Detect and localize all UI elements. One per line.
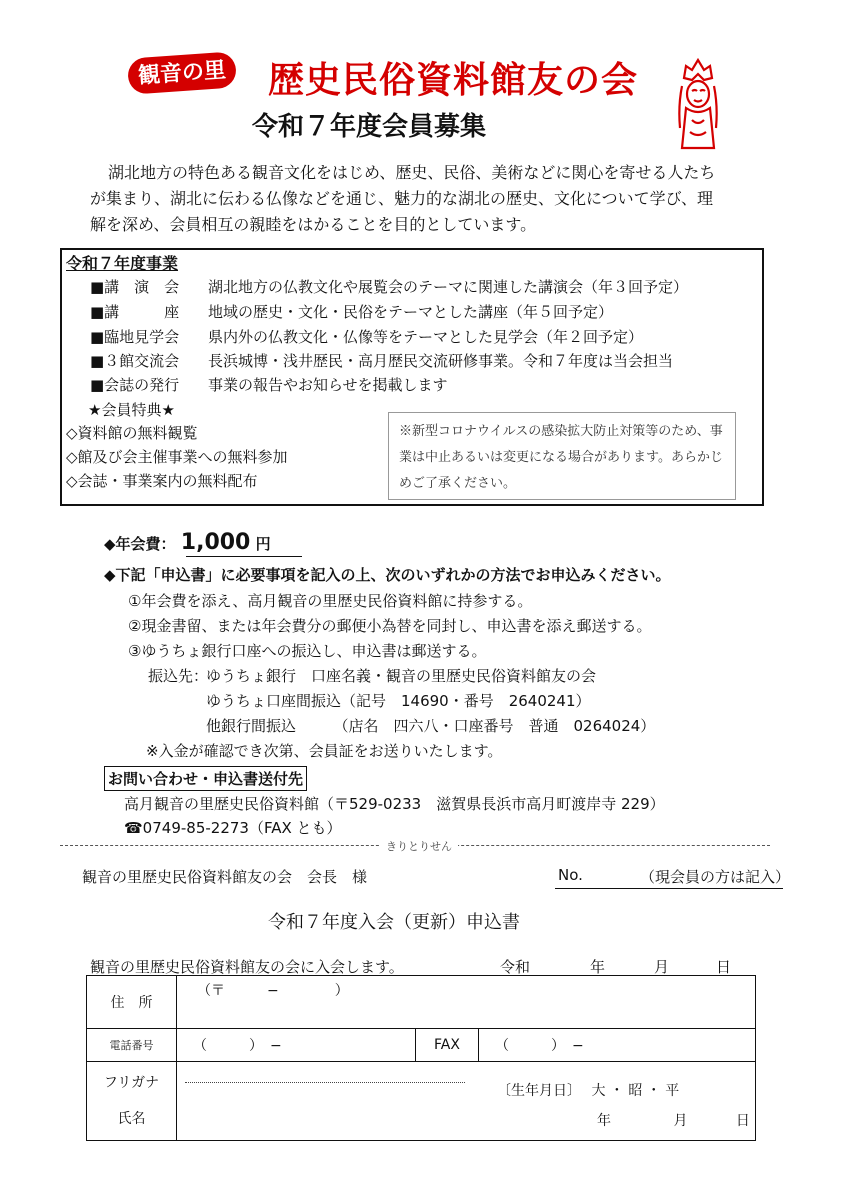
project-item-desc: 湖北地方の仏教文化や展覧会のテーマに関連した講演会（年３回予定） bbox=[208, 278, 689, 296]
intro-line: 解を深め、会員相互の親睦をはかることを目的としています。 bbox=[90, 215, 537, 234]
intro-line: が集まり、湖北に伝わる仏像などを通じ、魅力的な湖北の歴史、文化について学び、理 bbox=[90, 189, 714, 208]
benefit-item: ◇会誌・事業案内の無料配布 bbox=[66, 472, 258, 490]
project-item-label: ■講 座 bbox=[90, 303, 180, 321]
application-instruction: ◆下記「申込書」に必要事項を記入の上、次のいずれかの方法でお申込みください。 bbox=[104, 566, 671, 584]
transfer-line: 他銀行間振込 （店名 四六八・口座番号 普通 0264024） bbox=[206, 717, 656, 735]
annual-fee-amount: 1,000 bbox=[180, 530, 251, 555]
project-item bbox=[90, 374, 448, 395]
covid-notice: ※新型コロナウイルスの感染拡大防止対策等のため、事業は中止あるいは変更になる場合があります。あらかじめご了承ください。 bbox=[388, 412, 736, 500]
birthdate-label-text: 〔生年月日〕 bbox=[497, 1083, 581, 1099]
phone-field[interactable] bbox=[177, 1029, 416, 1062]
benefit-item: ◇館及び会主催事業への無料参加 bbox=[66, 448, 288, 466]
project-item bbox=[90, 301, 613, 322]
phone-label: 電話番号 bbox=[87, 1029, 177, 1062]
benefits-title: ★会員特典★ bbox=[88, 401, 175, 419]
furigana-line bbox=[185, 1082, 465, 1083]
fax-placeholder: （ ） − bbox=[495, 1038, 584, 1054]
postal-code-placeholder: （〒 − ） bbox=[197, 983, 349, 999]
project-item-desc: 地域の歴史・文化・民俗をテーマとした講座（年５回予定） bbox=[208, 303, 614, 321]
era-options: 大 ・ 昭 ・ 平 bbox=[591, 1083, 680, 1099]
cut-line-label: きりとりせん bbox=[380, 838, 458, 854]
payment-notice: ※入金が確認でき次第、会員証をお送りいたします。 bbox=[146, 742, 503, 760]
fee-underline bbox=[186, 556, 302, 557]
member-no-field[interactable] bbox=[555, 888, 783, 889]
contact-phone: ☎0749-85-2273（FAX とも） bbox=[124, 819, 342, 837]
form-addressee: 観音の里歴史民俗資料館友の会 会長 様 bbox=[82, 868, 368, 886]
annual-fee-label: ◆年会費： bbox=[104, 535, 176, 553]
contact-address: 高月観音の里歴史民俗資料館（〒529-0233 滋賀県長浜市高月町渡岸寺 229） bbox=[124, 795, 665, 813]
page-title: 歴史民俗資料館友の会 bbox=[268, 59, 639, 101]
project-item-label: ■講 演 会 bbox=[90, 278, 180, 296]
project-item-label: ■臨地見学会 bbox=[90, 328, 180, 346]
transfer-line: ゆうちょ口座間振込（記号 14690・番号 2640241） bbox=[206, 692, 591, 710]
birthdate-year: 年 bbox=[597, 1113, 611, 1129]
project-item bbox=[90, 350, 673, 371]
annual-fee bbox=[104, 530, 271, 555]
birthdate-month: 月 bbox=[673, 1113, 688, 1129]
transfer-line: ゆうちょ銀行 口座名義・観音の里歴史民俗資料館友の会 bbox=[206, 667, 597, 685]
project-item bbox=[90, 326, 643, 347]
address-field[interactable] bbox=[177, 976, 756, 1029]
page-subtitle: 令和７年度会員募集 bbox=[252, 112, 487, 142]
name-label-cell bbox=[87, 1062, 177, 1141]
project-item bbox=[90, 276, 688, 297]
birthdate-label bbox=[497, 1080, 679, 1100]
phone-placeholder: （ ） − bbox=[193, 1038, 282, 1054]
project-item-label: ■３館交流会 bbox=[90, 352, 180, 370]
logo-text: 観音の里 bbox=[127, 51, 237, 94]
method-item: ①年会費を添え、高月観音の里歴史民俗資料館に持参する。 bbox=[128, 592, 533, 610]
project-item-label: ■会誌の発行 bbox=[90, 376, 180, 394]
fax-field[interactable] bbox=[479, 1029, 756, 1062]
project-item-desc: 県内外の仏教文化・仏像等をテーマとした見学会（年２回予定） bbox=[208, 328, 644, 346]
birthdate-day: 日 bbox=[735, 1113, 750, 1129]
intro-line: 湖北地方の特色ある観音文化をはじめ、歴史、民俗、美術などに関心を寄せる人たち bbox=[108, 163, 716, 182]
birthdate-ymd bbox=[597, 1110, 750, 1130]
method-item: ③ゆうちょ銀行口座への振込し、申込書は郵送する。 bbox=[128, 642, 487, 660]
benefit-item: ◇資料館の無料観覧 bbox=[66, 424, 198, 442]
contact-title: お問い合わせ・申込書送付先 bbox=[104, 766, 307, 791]
member-no-note: （現会員の方は記入） bbox=[640, 868, 791, 886]
address-label: 住 所 bbox=[87, 976, 177, 1029]
form-title: 令和７年度入会（更新）申込書 bbox=[268, 912, 520, 933]
date-month: 月 bbox=[654, 958, 670, 976]
date-era: 令和 bbox=[500, 958, 531, 976]
kannon-statue-icon bbox=[672, 56, 724, 152]
fax-label: FAX bbox=[416, 1029, 479, 1062]
date-year: 年 bbox=[590, 958, 606, 976]
name-field[interactable] bbox=[177, 1062, 756, 1141]
transfer-label: 振込先： bbox=[148, 667, 209, 685]
project-item-desc: 長浜城博・浅井歴民・高月歴民交流研修事業。令和７年度は当会担当 bbox=[208, 352, 674, 370]
method-item: ②現金書留、または年会費分の郵便小為替を同封し、申込書を添え郵送する。 bbox=[128, 617, 652, 635]
name-label: 氏名 bbox=[117, 1111, 146, 1127]
member-no-label: No. bbox=[558, 866, 583, 884]
project-item-desc: 事業の報告やお知らせを掲載します bbox=[208, 376, 448, 394]
annual-fee-unit: 円 bbox=[255, 535, 271, 553]
logo-kannon-no-sato bbox=[128, 54, 236, 92]
furigana-label: フリガナ bbox=[103, 1075, 160, 1091]
application-form-table bbox=[86, 975, 756, 1141]
intro-text bbox=[90, 160, 770, 238]
form-statement: 観音の里歴史民俗資料館友の会に入会します。 bbox=[90, 958, 404, 976]
date-day: 日 bbox=[716, 958, 732, 976]
projects-title: 令和７年度事業 bbox=[66, 254, 179, 273]
